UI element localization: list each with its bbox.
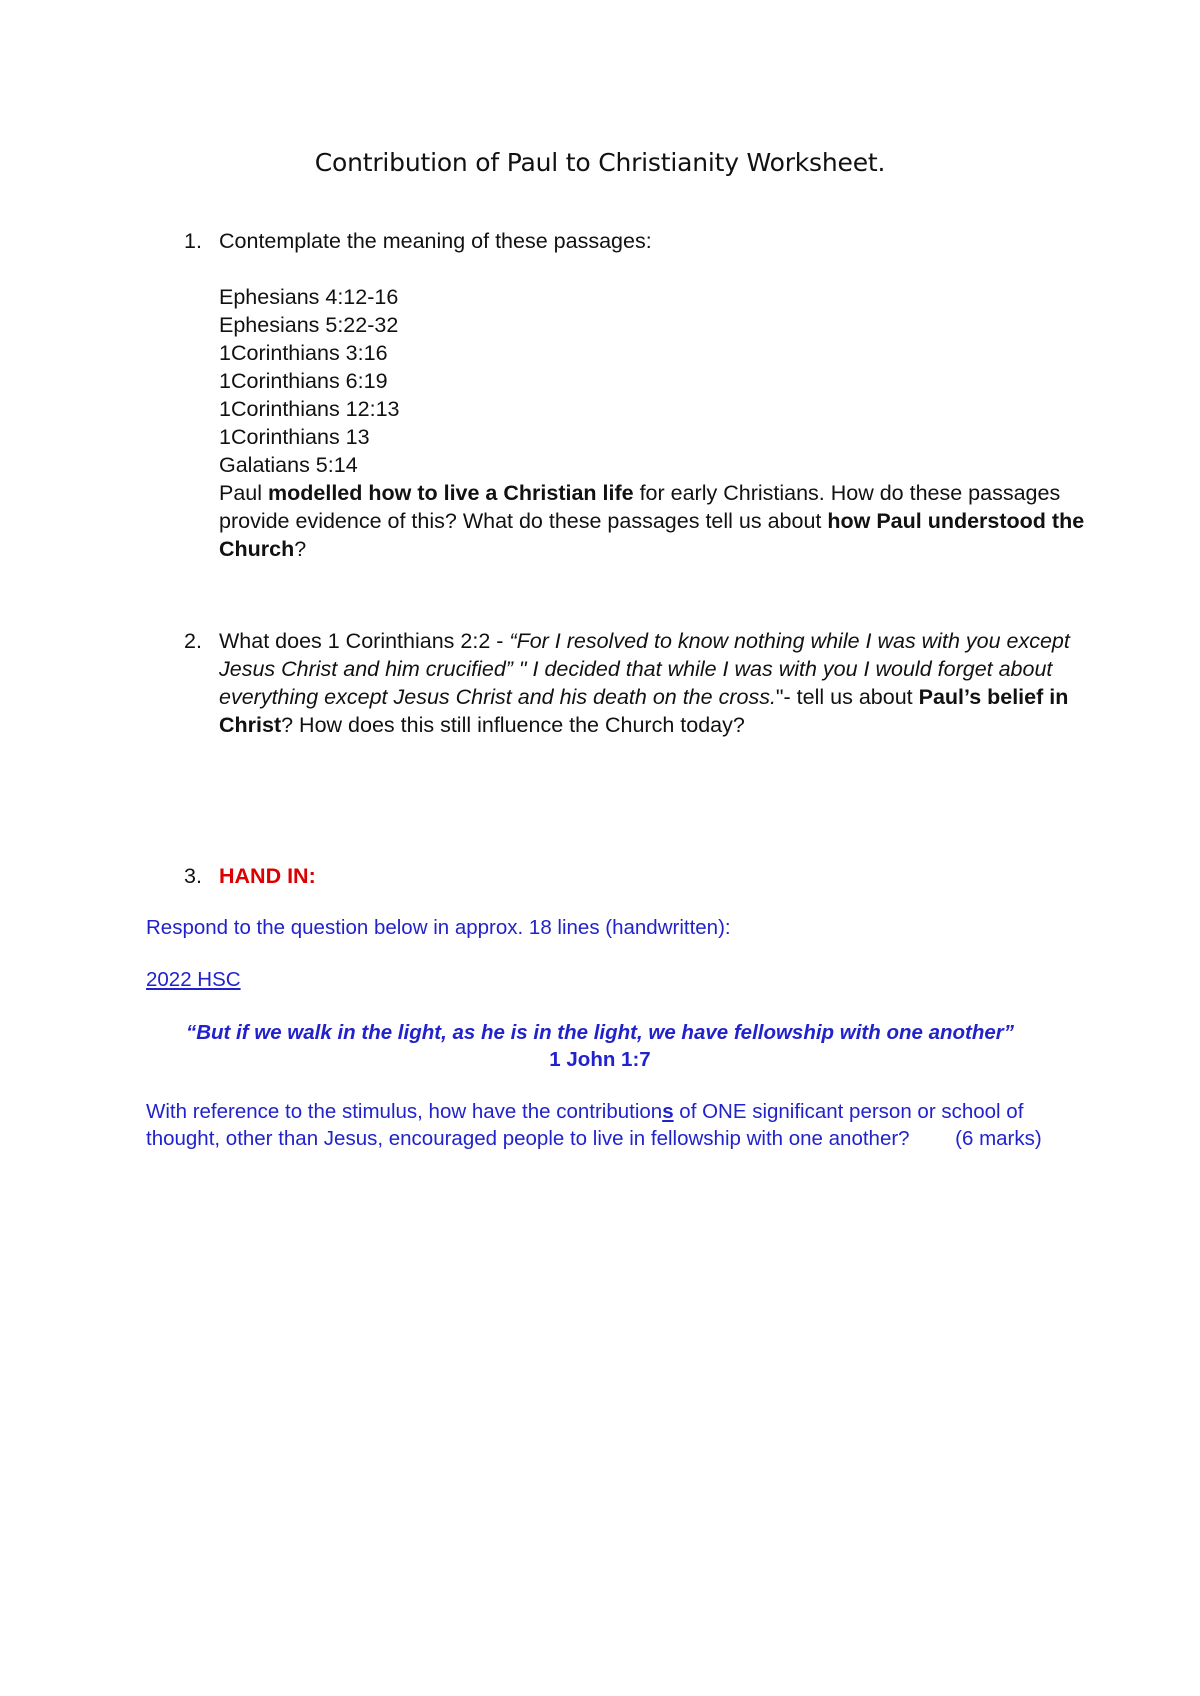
question-1-prompt: Contemplate the meaning of these passages: <box>219 229 652 253</box>
passage-item: 1Corinthians 12:13 <box>219 397 400 421</box>
stimulus-quote <box>0 1020 1200 1073</box>
q2-bold-a: Paul’s belief in Christ <box>219 685 1069 737</box>
q1-bold-b: how Paul understood the Church <box>219 509 1085 561</box>
hand-in-question-b: of ONE significant person or school of thought, other than Jesus, encouraged people to live in fellowship with one another? (6 marks) <box>146 1100 1042 1150</box>
passage-item: Galatians 5:14 <box>219 453 358 477</box>
q1-bold-a: modelled how to live a Christian life <box>268 481 634 505</box>
question-2 <box>219 627 1089 739</box>
hand-in-question <box>146 1099 1086 1152</box>
hand-in-label: HAND IN: <box>219 864 316 888</box>
passage-item: 1Corinthians 13 <box>219 425 370 449</box>
question-1-number: 1. <box>184 229 202 253</box>
q2-text-b: "- tell us about <box>775 685 919 709</box>
passage-item: 1Corinthians 3:16 <box>219 341 388 365</box>
page-title: Contribution of Paul to Christianity Worksheet. <box>314 148 886 177</box>
q2-text-a: What does 1 Corinthians 2:2 - <box>219 629 510 653</box>
q1-text-c: ? <box>294 537 307 561</box>
q1-text-a: Paul <box>219 481 269 505</box>
q2-scripture-quote: “For I resolved to know nothing while I was with you except Jesus Christ and him crucified” " I decided that while I was with you I would forget about everything except Jesus Christ and his death on the cross. <box>219 629 1070 709</box>
hand-in-question-underlined: s <box>662 1100 674 1123</box>
q1-text-b: for early Christians. How do these passages provide evidence of this? What do these passages tell us about <box>219 481 1061 533</box>
question-1-task <box>219 479 1089 563</box>
question-3-number: 3. <box>184 864 202 888</box>
hand-in-instruction: Respond to the question below in approx. 18 lines (handwritten): <box>146 916 731 939</box>
stimulus-reference: 1 John 1:7 <box>549 1047 651 1071</box>
hsc-link-row <box>146 967 1086 994</box>
question-1 <box>219 227 1089 563</box>
passage-item: 1Corinthians 6:19 <box>219 369 388 393</box>
passage-item: Ephesians 5:22-32 <box>219 313 399 337</box>
passage-item: Ephesians 4:12-16 <box>219 285 399 309</box>
hand-in-question-a: With reference to the stimulus, how have the contribution <box>146 1100 663 1123</box>
hsc-link[interactable]: 2022 HSC <box>146 968 241 991</box>
stimulus-quote-text: “But if we walk in the light, as he is in the light, we have fellowship with one another” <box>185 1021 1015 1044</box>
passage-list <box>219 283 1089 479</box>
q2-text-c: ? How does this still influence the Church today? <box>281 713 745 737</box>
question-2-number: 2. <box>184 629 202 653</box>
